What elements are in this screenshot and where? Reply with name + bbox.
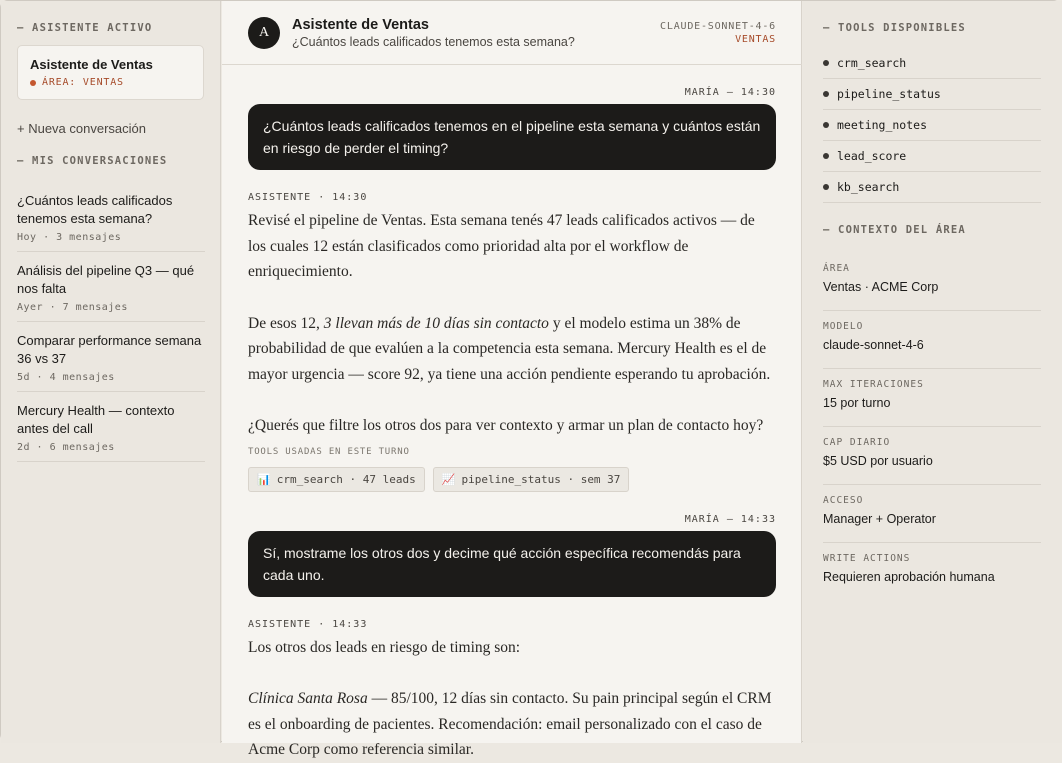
conversation-item[interactable] <box>17 322 205 392</box>
context-item <box>823 369 1041 427</box>
context-key: WRITE ACTIONS <box>823 553 911 564</box>
assistant-message <box>248 619 776 763</box>
tool-name: crm_search <box>837 56 907 70</box>
right-panel <box>803 1 1062 743</box>
context-value: 15 por turno <box>823 396 891 410</box>
context-value: Requieren aprobación humana <box>823 570 995 584</box>
conversation-title: Mercury Health — contexto antes del call <box>17 403 175 436</box>
tool-name: kb_search <box>837 180 900 194</box>
conversation-meta: Hoy · 3 mensajes <box>17 232 122 243</box>
status-dot-icon <box>30 80 36 86</box>
tools-available-label: — TOOLS DISPONIBLES <box>823 22 966 34</box>
assistant-message-meta: ASISTENTE · 14:33 <box>248 618 368 630</box>
area-badge: VENTAS <box>735 34 776 45</box>
text-segment: — 85/100, 12 días sin contacto. Su pain principal según el CRM es el onboarding de pacientes. Recomendación: email personalizado con el caso de Acme Corp como referencia similar. <box>248 690 772 758</box>
conversation-title: Análisis del pipeline Q3 — qué nos falta <box>17 263 195 296</box>
assistant-avatar: A <box>248 17 280 49</box>
tool-item[interactable] <box>823 172 1041 203</box>
trend-chart-icon: 📈 <box>441 472 456 486</box>
context-key: CAP DIARIO <box>823 437 891 448</box>
bullet-icon <box>823 184 829 190</box>
emphasis-text: Clínica Santa Rosa <box>248 690 368 707</box>
context-key: ACCESO <box>823 495 864 506</box>
bullet-icon <box>823 122 829 128</box>
new-conversation-button[interactable]: + Nueva conversación <box>17 121 146 136</box>
assistant-paragraph <box>248 686 776 763</box>
active-assistant-area <box>30 77 191 88</box>
user-message-bubble: Sí, mostrame los otros dos y decime qué acción específica recomendás para cada uno. <box>248 531 776 597</box>
tool-chip-label: pipeline_status · sem 37 <box>461 472 621 486</box>
message-thread[interactable] <box>248 65 776 763</box>
tool-item[interactable] <box>823 110 1041 141</box>
assistant-message <box>248 192 776 492</box>
area-context-list <box>823 253 1041 601</box>
tool-item[interactable] <box>823 48 1041 79</box>
assistant-paragraph <box>248 311 776 388</box>
tool-item[interactable] <box>823 141 1041 172</box>
user-message-meta: MARÍA — 14:33 <box>684 513 776 525</box>
tools-used-label: TOOLS USADAS EN ESTE TURNO <box>248 446 410 457</box>
active-assistant-name: Asistente de Ventas <box>30 57 153 72</box>
context-key: ÁREA <box>823 263 850 274</box>
tool-name: pipeline_status <box>837 87 941 101</box>
user-message-meta: MARÍA — 14:30 <box>684 87 776 98</box>
conversations-label: — MIS CONVERSACIONES <box>17 155 168 167</box>
area-context-label: — CONTEXTO DEL ÁREA <box>823 224 966 236</box>
text-segment: y el modelo estima un 38% de probabilidad de que evalúen a la competencia esta semana. Mercury Health es el de mayor urgencia — score 92, ya tiene una acción pendiente esperando tu aprobación. <box>248 314 771 383</box>
context-item <box>823 427 1041 485</box>
bullet-icon <box>823 60 829 66</box>
context-item <box>823 543 1041 601</box>
text-segment: De esos 12, <box>248 314 324 332</box>
context-value: Ventas · ACME Corp <box>823 280 939 294</box>
context-value: $5 USD por usuario <box>823 454 933 468</box>
assistant-paragraph: ¿Querés que filtre los otros dos para ver contexto y armar un plan de contacto hoy? <box>248 417 764 434</box>
conversation-item[interactable] <box>17 392 205 462</box>
tool-chip-pipeline-status[interactable] <box>433 467 630 492</box>
context-item <box>823 311 1041 369</box>
context-value: claude-sonnet-4-6 <box>823 338 924 352</box>
tool-chip-label: crm_search · 47 leads <box>276 472 416 486</box>
user-message <box>248 87 776 170</box>
conversation-title: ¿Cuántos leads calificados tenemos esta semana? <box>17 193 173 226</box>
assistant-paragraph: Revisé el pipeline de Ventas. Esta semana tenés 47 leads calificados activos — de los cuales 12 están clasificados como prioridad alta por el workflow de enriquecimiento. <box>248 212 755 280</box>
tool-name: meeting_notes <box>837 118 928 132</box>
chat-header <box>222 1 802 65</box>
tools-used-chips <box>248 467 776 492</box>
tool-list <box>823 48 1041 203</box>
bullet-icon <box>823 91 829 97</box>
active-assistant-area-label: ÁREA: VENTAS <box>42 77 124 88</box>
bar-chart-icon: 📊 <box>257 472 271 486</box>
bullet-icon <box>823 153 829 159</box>
context-item <box>823 485 1041 543</box>
left-sidebar <box>1 1 221 743</box>
active-assistant-card[interactable] <box>17 45 204 100</box>
chat-subtitle: ¿Cuántos leads calificados tenemos esta semana? <box>292 35 575 49</box>
conversation-meta: 2d · 6 mensajes <box>17 442 115 453</box>
assistant-message-body <box>248 635 776 763</box>
context-key: MAX ITERACIONES <box>823 379 924 390</box>
assistant-message-meta: ASISTENTE · 14:30 <box>248 192 368 203</box>
context-item <box>823 253 1041 311</box>
conversation-list <box>17 183 205 462</box>
conversation-meta: 5d · 4 mensajes <box>17 372 115 383</box>
active-assistant-label: — ASISTENTE ACTIVO <box>17 22 153 34</box>
conversation-meta: Ayer · 7 mensajes <box>17 302 128 313</box>
tool-item[interactable] <box>823 79 1041 110</box>
emphasis-text: 3 llevan más de 10 días sin contacto <box>323 314 549 332</box>
tool-name: lead_score <box>837 149 907 163</box>
chat-title: Asistente de Ventas <box>292 17 429 33</box>
context-key: MODELO <box>823 321 864 332</box>
user-message-bubble: ¿Cuántos leads calificados tenemos en el pipeline esta semana y cuántos están en riesgo de perder el timing? <box>248 104 776 170</box>
user-message <box>248 514 776 597</box>
chat-main <box>222 1 802 758</box>
context-value: Manager + Operator <box>823 512 936 526</box>
model-badge: CLAUDE-SONNET-4-6 <box>660 21 776 32</box>
conversation-title: Comparar performance semana 36 vs 37 <box>17 333 202 366</box>
assistant-message-body <box>248 208 776 439</box>
conversation-item[interactable] <box>17 183 205 252</box>
conversation-item[interactable] <box>17 252 205 322</box>
tool-chip-crm-search[interactable] <box>248 467 425 492</box>
assistant-paragraph: Los otros dos leads en riesgo de timing son: <box>248 638 521 656</box>
